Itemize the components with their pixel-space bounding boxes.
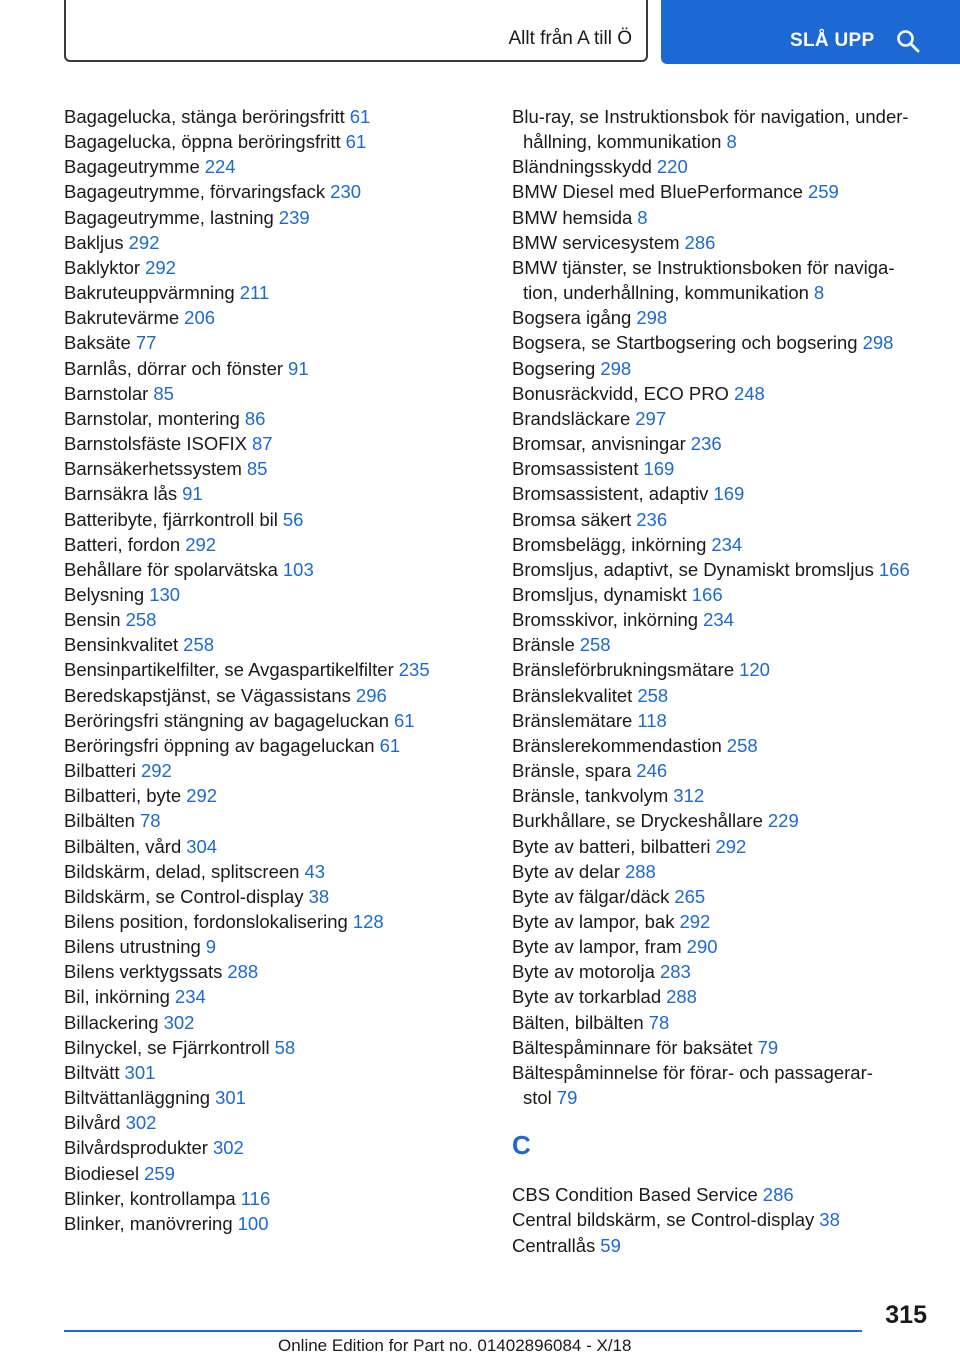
entry-page-link[interactable]: 229 — [767, 810, 799, 832]
index-entry — [512, 330, 932, 355]
entry-page-link[interactable]: 220 — [656, 156, 688, 178]
top-navigation — [0, 0, 960, 66]
entry-page-link[interactable]: 234 — [703, 609, 734, 631]
entry-page-link[interactable]: 61 — [394, 709, 415, 731]
index-entry — [64, 431, 484, 456]
entry-term: Bil, inkörning — [64, 986, 170, 1008]
entry-term: Byte av lampor, bak — [512, 911, 675, 932]
entry-term: Bränsle, spara — [512, 760, 632, 782]
index-entry — [64, 154, 484, 179]
entry-term: Bromsar, anvisningar — [512, 433, 686, 455]
entry-term: Byte av torkarblad — [512, 986, 662, 1008]
index-entry — [64, 859, 484, 884]
entry-page-link[interactable]: 286 — [762, 1184, 794, 1206]
index-entry — [64, 984, 484, 1009]
index-entry — [512, 507, 932, 532]
entry-page-link[interactable]: 304 — [186, 835, 218, 857]
index-entry — [64, 330, 484, 355]
entry-term-continuation: hållning, kommunikation — [523, 131, 722, 153]
index-column-left — [64, 104, 484, 1236]
index-entry — [512, 431, 932, 456]
entry-term: Bränslekvalitet — [512, 684, 633, 706]
entry-term: Blu-ray, se Instruktionsbok för navigation, under- — [512, 106, 909, 127]
entry-page-link[interactable]: 61 — [379, 734, 401, 756]
entry-term: Bilvårdsprodukter — [64, 1137, 208, 1159]
entry-term: Barnstolar, montering — [64, 407, 240, 429]
entry-term: Bildskärm, se Control-display — [64, 885, 304, 907]
entry-page-link[interactable]: 302 — [125, 1112, 157, 1134]
index-entry — [64, 255, 484, 280]
index-entry — [512, 808, 932, 833]
entry-page-link[interactable]: 61 — [345, 131, 367, 153]
index-entry — [64, 657, 484, 682]
entry-page-link[interactable]: 236 — [690, 433, 722, 455]
entry-page-link[interactable]: 259 — [807, 181, 839, 203]
entry-term: Barnstolsfäste ISOFIX — [64, 433, 248, 455]
index-entry — [64, 934, 484, 959]
index-entry — [512, 532, 932, 557]
right-entries — [512, 104, 932, 1110]
index-entry — [512, 356, 932, 381]
index-entry — [512, 557, 932, 582]
entry-page-link[interactable]: 235 — [398, 659, 430, 681]
index-entry — [64, 481, 484, 506]
entry-page-link[interactable]: 290 — [686, 936, 718, 958]
entry-page-link[interactable]: 211 — [239, 282, 270, 304]
entry-page-link[interactable]: 87 — [252, 433, 273, 455]
entry-term: Bogsera igång — [512, 307, 632, 329]
entry-term: Bränslemätare — [512, 709, 633, 731]
entry-page-link[interactable]: 292 — [128, 231, 160, 253]
entry-page-link[interactable]: 258 — [125, 609, 157, 631]
entry-term: Bromsa säkert — [512, 508, 632, 530]
index-entry — [64, 305, 484, 330]
entry-page-link[interactable]: 43 — [304, 860, 326, 882]
index-entry — [64, 1135, 484, 1160]
index-entry — [512, 934, 932, 959]
entry-term: Bagageutrymme — [64, 156, 200, 178]
entry-term: Bältespåminnelse för förar- och passagerar- — [512, 1061, 873, 1083]
section-letter-c: C — [512, 1130, 531, 1161]
entry-page-link[interactable]: 292 — [140, 760, 172, 782]
entry-term: Bilens utrustning — [64, 936, 201, 958]
index-entry — [512, 381, 932, 406]
entry-term: Byte av batteri, bilbatteri — [512, 835, 711, 857]
entry-term: Bromsljus, adaptivt, se Dynamiskt bromsljus — [512, 558, 874, 580]
entry-term: Bildskärm, delad, splitscreen — [64, 860, 300, 882]
index-entry — [64, 280, 484, 305]
entry-page-link[interactable]: 283 — [659, 961, 691, 983]
index-entry — [512, 708, 932, 733]
entry-term: Bogsering — [512, 357, 596, 379]
entry-term: Beröringsfri öppning av bagageluckan — [64, 734, 375, 756]
index-entry — [64, 1035, 484, 1060]
index-entry — [64, 406, 484, 431]
index-entry — [64, 632, 484, 657]
entry-page-link[interactable]: 236 — [636, 508, 668, 530]
entry-term: CBS Condition Based Service — [512, 1184, 758, 1206]
index-entry — [64, 557, 484, 582]
index-entry — [512, 255, 932, 305]
index-entry — [512, 154, 932, 179]
section-c-entries — [512, 1182, 932, 1257]
entry-page-link[interactable]: 248 — [733, 382, 765, 404]
index-entry — [64, 783, 484, 808]
entry-term: Bländningsskydd — [512, 156, 652, 178]
entry-page-link[interactable]: 292 — [679, 911, 711, 932]
entry-page-link[interactable]: 265 — [674, 885, 706, 907]
index-entry — [64, 959, 484, 984]
entry-term: Brandsläckare — [512, 407, 631, 429]
entry-page-link[interactable]: 169 — [643, 458, 675, 480]
entry-term: Bonusräckvidd, ECO PRO — [512, 382, 729, 404]
entry-term: Bensinkvalitet — [64, 634, 179, 656]
entry-term: Bilens position, fordonslokalisering — [64, 911, 348, 932]
index-entry — [64, 230, 484, 255]
entry-page-link[interactable]: 292 — [145, 256, 176, 278]
index-entry — [64, 1010, 484, 1035]
entry-page-link[interactable]: 103 — [282, 558, 314, 580]
entry-term: Batteri, fordon — [64, 533, 181, 555]
entry-term: Bälten, bilbälten — [512, 1011, 644, 1033]
index-entry — [512, 481, 932, 506]
index-entry — [64, 1085, 484, 1110]
entry-page-link[interactable]: 297 — [635, 407, 667, 429]
entry-page-link[interactable]: 258 — [183, 634, 215, 656]
entry-term: Barnsäkerhetssystem — [64, 458, 242, 480]
index-tab-label: Allt från A till Ö — [508, 28, 632, 49]
entry-term: Bromsljus, dynamiskt — [512, 583, 687, 605]
index-entry — [512, 984, 932, 1009]
entry-term: Bakrutevärme — [64, 307, 180, 329]
entry-page-link[interactable]: 58 — [274, 1036, 296, 1058]
index-entry — [512, 456, 932, 481]
index-entry — [64, 205, 484, 230]
entry-term: Biltvättanläggning — [64, 1087, 211, 1109]
index-entry — [64, 1211, 484, 1236]
entry-page-link[interactable]: 8 — [813, 282, 825, 304]
entry-term: Bilbälten, vård — [64, 835, 182, 857]
entry-term: Bensin — [64, 609, 121, 631]
index-entry — [64, 532, 484, 557]
entry-page-link[interactable]: 292 — [715, 835, 747, 857]
entry-page-link[interactable]: 301 — [124, 1061, 156, 1083]
entry-page-link[interactable]: 166 — [878, 558, 910, 580]
entry-page-link[interactable]: 288 — [624, 860, 656, 882]
entry-page-link[interactable]: 56 — [282, 508, 304, 530]
index-entry — [512, 230, 932, 255]
lookup-tab-label: SLÅ UPP — [790, 30, 875, 51]
index-entry — [64, 129, 484, 154]
entry-term: Bagageutrymme, lastning — [64, 206, 274, 228]
entry-page-link[interactable]: 224 — [204, 156, 236, 178]
index-column-right — [512, 104, 932, 1258]
index-entry — [64, 884, 484, 909]
index-entry — [512, 1207, 932, 1232]
index-entry — [64, 607, 484, 632]
entry-page-link[interactable]: 206 — [184, 307, 216, 329]
index-entry — [64, 834, 484, 859]
index-entry — [512, 657, 932, 682]
entry-term: Bromsassistent — [512, 458, 639, 480]
entry-page-link[interactable]: 230 — [330, 181, 362, 203]
index-entry — [64, 1110, 484, 1135]
index-entry — [64, 582, 484, 607]
index-entry — [512, 632, 932, 657]
entry-term: BMW tjänster, se Instruktionsboken för naviga- — [512, 256, 895, 278]
entry-term: Bränsle, tankvolym — [512, 785, 669, 807]
index-entry — [64, 808, 484, 833]
index-entry — [64, 507, 484, 532]
entry-page-link[interactable]: 298 — [600, 357, 632, 379]
index-entry — [512, 607, 932, 632]
index-entry — [512, 406, 932, 431]
entry-page-link[interactable]: 312 — [673, 785, 705, 807]
index-entry — [512, 1035, 932, 1060]
index-entry — [512, 834, 932, 859]
entry-term-continuation: stol — [523, 1087, 552, 1109]
entry-term: BMW Diesel med BluePerformance — [512, 181, 803, 203]
footer-divider — [64, 1330, 862, 1332]
entry-term: Bagageutrymme, förvaringsfack — [64, 181, 326, 203]
entry-term: Bränsle — [512, 634, 575, 656]
entry-term: Bilbatteri — [64, 760, 136, 782]
index-entry — [64, 1060, 484, 1085]
entry-term: BMW servicesystem — [512, 231, 680, 253]
entry-page-link[interactable]: 91 — [288, 357, 309, 379]
entry-term: Bensinpartikelfilter, se Avgaspartikelfilter — [64, 659, 394, 681]
index-entry — [64, 1161, 484, 1186]
entry-page-link[interactable]: 246 — [636, 760, 668, 782]
entry-term: Behållare för spolarvätska — [64, 558, 278, 580]
entry-term: Barnstolar — [64, 382, 149, 404]
index-entry — [64, 909, 484, 934]
entry-term: Bagagelucka, stänga beröringsfritt — [64, 106, 345, 127]
entry-page-link[interactable]: 120 — [739, 659, 770, 681]
index-entry — [512, 909, 932, 934]
entry-page-link[interactable]: 38 — [819, 1209, 840, 1231]
entry-term: Bromsbelägg, inkörning — [512, 533, 707, 555]
index-entry — [512, 959, 932, 984]
index-entry — [512, 179, 932, 204]
entry-page-link[interactable]: 86 — [244, 407, 266, 429]
index-entry — [512, 758, 932, 783]
entry-page-link[interactable]: 100 — [237, 1212, 269, 1234]
entry-term: Barnsäkra lås — [64, 483, 178, 505]
entry-page-link[interactable]: 258 — [726, 734, 758, 756]
entry-page-link[interactable]: 78 — [139, 810, 161, 832]
entry-term: Bältespåminnare för baksätet — [512, 1036, 753, 1058]
entry-page-link[interactable]: 9 — [205, 936, 217, 958]
entry-page-link[interactable]: 85 — [153, 382, 174, 404]
entry-term: Biltvätt — [64, 1061, 120, 1083]
index-entry — [512, 205, 932, 230]
entry-page-link[interactable]: 118 — [637, 709, 667, 731]
entry-page-link[interactable]: 298 — [862, 332, 894, 354]
entry-page-link[interactable]: 292 — [186, 785, 218, 807]
index-entry — [512, 582, 932, 607]
entry-term: Bilnyckel, se Fjärrkontroll — [64, 1036, 270, 1058]
entry-term: Bilens verktygssats — [64, 961, 223, 983]
index-entry — [64, 381, 484, 406]
index-entry — [512, 733, 932, 758]
footer-edition: Online Edition for Part no. 01402896084 - X/18 — [278, 1336, 632, 1355]
entry-page-link[interactable]: 296 — [355, 684, 387, 706]
entry-page-link[interactable]: 288 — [227, 961, 259, 983]
entry-page-link[interactable]: 166 — [691, 583, 723, 605]
entry-page-link[interactable]: 77 — [135, 332, 157, 354]
entry-term: Biodiesel — [64, 1162, 140, 1184]
entry-page-link[interactable]: 130 — [149, 583, 181, 605]
entry-page-link[interactable]: 292 — [185, 533, 217, 555]
entry-page-link[interactable]: 239 — [278, 206, 310, 228]
index-entry — [64, 683, 484, 708]
index-entry — [512, 884, 932, 909]
entry-term: Centrallås — [512, 1234, 596, 1256]
index-entry — [64, 104, 484, 129]
entry-term: Barnlås, dörrar och fönster — [64, 357, 284, 379]
entry-page-link[interactable]: 301 — [215, 1087, 246, 1109]
entry-page-link[interactable]: 286 — [684, 231, 716, 253]
entry-term: Bakruteuppvärmning — [64, 282, 235, 304]
index-entry — [512, 783, 932, 808]
entry-term: Burkhållare, se Dryckeshållare — [512, 810, 763, 832]
entry-term: Bromsassistent, adaptiv — [512, 483, 709, 505]
entry-term: Bilbatteri, byte — [64, 785, 182, 807]
entry-term: Bilvård — [64, 1112, 121, 1134]
index-entry — [64, 1186, 484, 1211]
entry-term: Beröringsfri stängning av bagageluckan — [64, 709, 389, 731]
entry-page-link[interactable]: 61 — [349, 106, 371, 127]
entry-page-link[interactable]: 8 — [637, 206, 648, 228]
entry-term: Baksäte — [64, 332, 131, 354]
entry-term: BMW hemsida — [512, 206, 633, 228]
entry-term: Byte av fälgar/däck — [512, 885, 670, 907]
entry-term: Bränsleförbrukningsmätare — [512, 659, 735, 681]
entry-term: Baklyktor — [64, 256, 141, 278]
entry-page-link[interactable]: 116 — [240, 1187, 271, 1209]
index-entry — [64, 758, 484, 783]
entry-page-link[interactable]: 259 — [144, 1162, 175, 1184]
index-entry — [512, 305, 932, 330]
entry-page-link[interactable]: 302 — [212, 1137, 244, 1159]
entry-term: Bakljus — [64, 231, 124, 253]
entry-term: Batteribyte, fjärrkontroll bil — [64, 508, 278, 530]
entry-page-link[interactable]: 234 — [174, 986, 206, 1008]
entry-page-link[interactable]: 85 — [246, 458, 268, 480]
entry-term: Belysning — [64, 583, 145, 605]
entry-term: Bogsera, se Startbogsering och bogsering — [512, 332, 858, 354]
entry-page-link[interactable]: 59 — [600, 1234, 621, 1256]
entry-term: Bromsskivor, inkörning — [512, 609, 699, 631]
index-entry — [64, 356, 484, 381]
entry-page-link[interactable]: 302 — [163, 1011, 195, 1033]
entry-page-link[interactable]: 258 — [637, 684, 669, 706]
index-entry — [512, 104, 932, 154]
entry-term: Byte av delar — [512, 860, 620, 882]
entry-term: Bagagelucka, öppna beröringsfritt — [64, 131, 341, 153]
entry-term: Central bildskärm, se Control-display — [512, 1209, 815, 1231]
index-entry — [64, 708, 484, 733]
entry-page-link[interactable]: 258 — [579, 634, 611, 656]
index-entry — [512, 1182, 932, 1207]
entry-page-link[interactable]: 79 — [556, 1087, 578, 1109]
index-entry — [512, 1060, 932, 1110]
index-entry — [64, 456, 484, 481]
entry-term: Byte av motorolja — [512, 961, 655, 983]
index-entry — [512, 859, 932, 884]
index-entry — [64, 733, 484, 758]
entry-page-link[interactable]: 8 — [726, 131, 737, 153]
entry-term: Blinker, manövrering — [64, 1212, 233, 1234]
page-number: 315 — [885, 1301, 927, 1329]
entry-term: Beredskapstjänst, se Vägassistans — [64, 684, 351, 706]
entry-page-link[interactable]: 78 — [648, 1011, 670, 1033]
entry-page-link[interactable]: 288 — [666, 986, 697, 1008]
index-entry — [64, 179, 484, 204]
entry-term: Byte av lampor, fram — [512, 936, 682, 958]
entry-term: Blinker, kontrollampa — [64, 1187, 236, 1209]
search-icon[interactable] — [896, 29, 920, 53]
entry-term: Billackering — [64, 1011, 159, 1033]
entry-term: Bilbälten — [64, 810, 135, 832]
index-entry — [512, 1233, 932, 1258]
entry-page-link[interactable]: 38 — [308, 885, 330, 907]
entry-page-link[interactable]: 169 — [713, 483, 745, 505]
index-tab[interactable] — [64, 0, 648, 62]
entry-page-link[interactable]: 298 — [636, 307, 668, 329]
entry-term: Bränslerekommendastion — [512, 734, 722, 756]
index-entry — [512, 1010, 932, 1035]
entry-page-link[interactable]: 91 — [182, 483, 203, 505]
entry-page-link[interactable]: 79 — [757, 1036, 779, 1058]
index-entry — [512, 683, 932, 708]
entry-page-link[interactable]: 234 — [711, 533, 743, 555]
entry-term-continuation: tion, underhållning, kommunikation — [523, 282, 809, 304]
entry-page-link[interactable]: 128 — [352, 911, 384, 932]
